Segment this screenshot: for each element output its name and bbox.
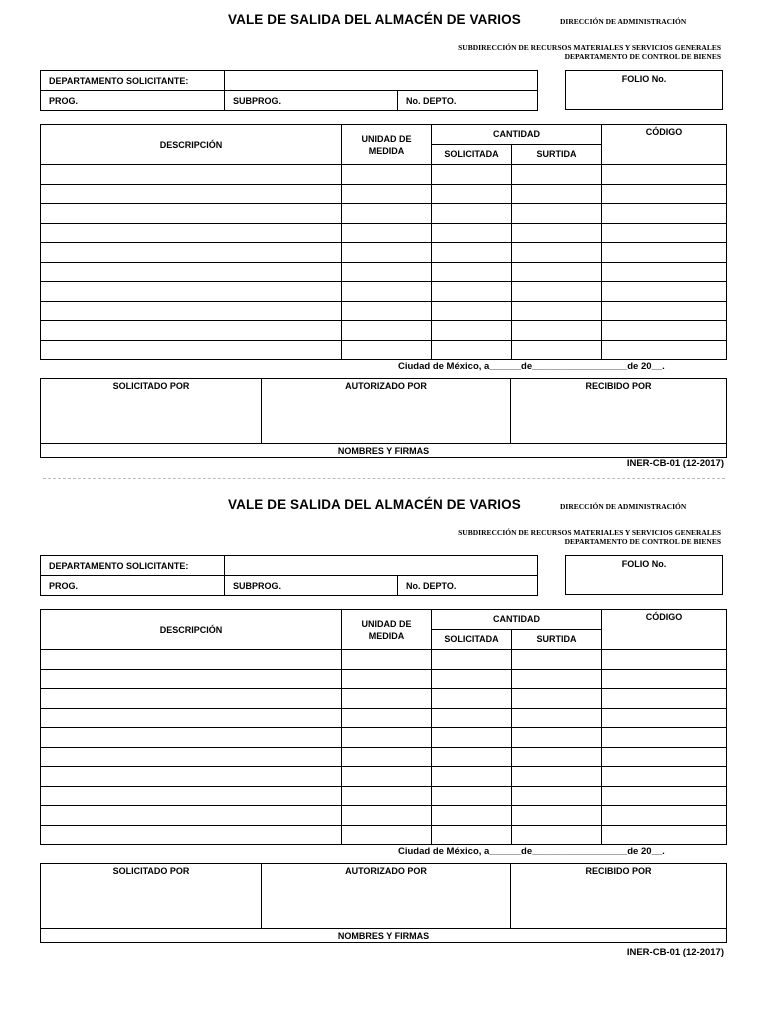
table-row[interactable]	[41, 825, 727, 845]
prog-field[interactable]: PROG.	[41, 576, 225, 596]
table-row[interactable]	[41, 786, 727, 806]
voucher-form-2	[0, 485, 768, 958]
solicitado-por-box[interactable]: SOLICITADO POR	[41, 864, 262, 929]
table-row[interactable]	[41, 728, 727, 748]
form-title: VALE DE SALIDA DEL ALMACÉN DE VARIOS	[228, 12, 521, 27]
departamento-solicitante-field[interactable]	[225, 556, 538, 576]
table-row[interactable]	[41, 223, 727, 243]
form-title: VALE DE SALIDA DEL ALMACÉN DE VARIOS	[228, 497, 521, 512]
departamento-label: DEPARTAMENTO DE CONTROL DE BIENES	[564, 537, 721, 546]
folio-label: FOLIO No.	[621, 74, 667, 84]
direccion-label: DIRECCIÓN DE ADMINISTRACIÓN	[560, 502, 687, 511]
subprog-field[interactable]: SUBPROG.	[225, 91, 398, 111]
table-row[interactable]	[41, 282, 727, 302]
subdireccion-label: SUBDIRECCIÓN DE RECURSOS MATERIALES Y SERVICIOS GENERALES	[458, 43, 721, 52]
table-row[interactable]	[41, 243, 727, 263]
signature-table	[40, 863, 727, 943]
departamento-solicitante-field[interactable]	[225, 71, 538, 91]
departamento-solicitante-label: DEPARTAMENTO SOLICITANTE:	[41, 71, 225, 91]
folio-label: FOLIO No.	[621, 559, 667, 569]
table-row[interactable]	[41, 708, 727, 728]
solicitado-por-box[interactable]: SOLICITADO POR	[41, 379, 262, 444]
codigo-header: CÓDIGO	[602, 610, 727, 650]
table-row[interactable]	[41, 204, 727, 224]
autorizado-por-box[interactable]: AUTORIZADO POR	[262, 379, 511, 444]
table-row[interactable]	[41, 321, 727, 341]
city-date-line: Ciudad de México, a______de__________________de 20__.	[398, 361, 665, 372]
unidad-header: UNIDAD DE MEDIDA	[342, 125, 432, 165]
table-row[interactable]	[41, 650, 727, 670]
cut-line-divider	[43, 478, 725, 479]
unidad-header: UNIDAD DE MEDIDA	[342, 610, 432, 650]
recibido-por-box[interactable]: RECIBIDO POR	[511, 864, 727, 929]
subdireccion-label: SUBDIRECCIÓN DE RECURSOS MATERIALES Y SERVICIOS GENERALES	[458, 528, 721, 537]
table-row[interactable]	[41, 669, 727, 689]
header-table	[40, 555, 538, 596]
departamento-label: DEPARTAMENTO DE CONTROL DE BIENES	[564, 52, 721, 61]
codigo-header: CÓDIGO	[602, 125, 727, 165]
table-row[interactable]	[41, 184, 727, 204]
signature-table	[40, 378, 727, 458]
direccion-label: DIRECCIÓN DE ADMINISTRACIÓN	[560, 17, 687, 26]
table-row[interactable]	[41, 165, 727, 185]
table-row[interactable]	[41, 747, 727, 767]
nombres-y-firmas-label: NOMBRES Y FIRMAS	[41, 444, 727, 458]
header-table	[40, 70, 538, 111]
folio-box[interactable]	[565, 70, 723, 110]
table-row[interactable]	[41, 262, 727, 282]
items-table	[40, 124, 727, 360]
no-depto-field[interactable]: No. DEPTO.	[398, 576, 538, 596]
form-code: INER-CB-01 (12-2017)	[626, 458, 724, 469]
form-code: INER-CB-01 (12-2017)	[626, 947, 724, 958]
solicitada-header: SOLICITADA	[432, 144, 512, 164]
cantidad-header: CANTIDAD	[432, 125, 602, 145]
recibido-por-box[interactable]: RECIBIDO POR	[511, 379, 727, 444]
departamento-solicitante-label: DEPARTAMENTO SOLICITANTE:	[41, 556, 225, 576]
table-row[interactable]	[41, 689, 727, 709]
surtida-header: SURTIDA	[512, 629, 602, 649]
table-row[interactable]	[41, 340, 727, 360]
surtida-header: SURTIDA	[512, 144, 602, 164]
table-row[interactable]	[41, 806, 727, 826]
solicitada-header: SOLICITADA	[432, 629, 512, 649]
nombres-y-firmas-label: NOMBRES Y FIRMAS	[41, 929, 727, 943]
folio-box[interactable]	[565, 555, 723, 595]
city-date-line: Ciudad de México, a______de__________________de 20__.	[398, 846, 665, 857]
table-row[interactable]	[41, 301, 727, 321]
no-depto-field[interactable]: No. DEPTO.	[398, 91, 538, 111]
items-table	[40, 609, 727, 845]
autorizado-por-box[interactable]: AUTORIZADO POR	[262, 864, 511, 929]
cantidad-header: CANTIDAD	[432, 610, 602, 630]
descripcion-header: DESCRIPCIÓN	[41, 125, 342, 165]
descripcion-header: DESCRIPCIÓN	[41, 610, 342, 650]
voucher-form-1	[0, 0, 768, 470]
subprog-field[interactable]: SUBPROG.	[225, 576, 398, 596]
prog-field[interactable]: PROG.	[41, 91, 225, 111]
table-row[interactable]	[41, 767, 727, 787]
